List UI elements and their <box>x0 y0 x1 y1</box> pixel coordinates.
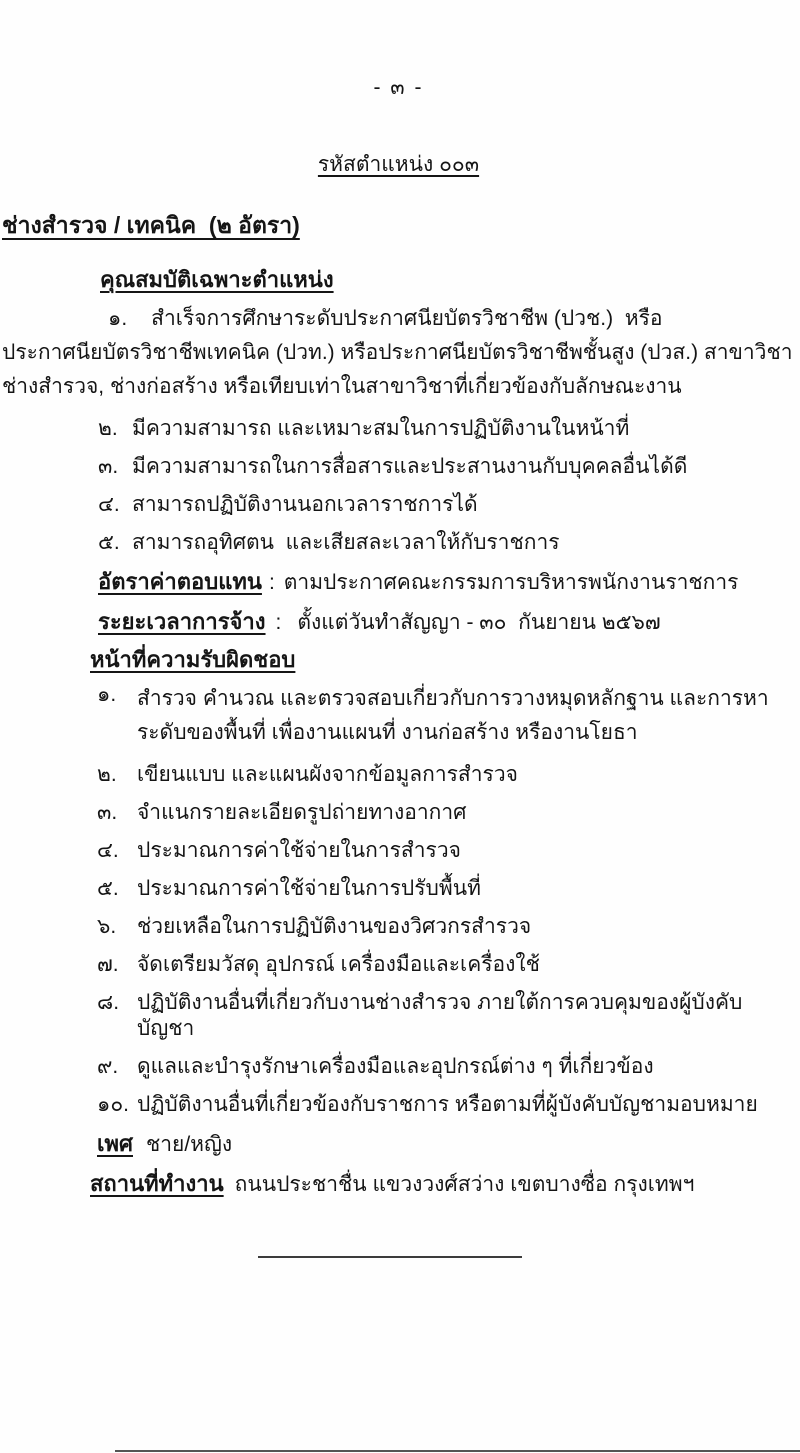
responsibility-item <box>97 838 795 864</box>
item-number: ๘. <box>97 991 120 1014</box>
item-text: มีความสามารถในการสื่อสารและประสานงานกับบุคคลอื่นได้ดี <box>132 455 688 478</box>
item-number: ๒. <box>98 417 118 440</box>
job-title: ช่างสำรวจ / เทคนิค (๒ อัตรา) <box>2 212 300 238</box>
position-code-title <box>2 152 795 178</box>
item-text: สามารถปฏิบัติงานนอกเวลาราชการได้ <box>132 493 478 516</box>
job-title-line <box>2 178 795 240</box>
item-text: สามารถอุทิศตน และเสียสละเวลาให้กับราชการ <box>132 531 560 554</box>
qualifications-heading: คุณสมบัติเฉพาะตำแหน่ง <box>100 267 334 292</box>
item-text: ประมาณการค่าใช้จ่ายในการปรับพื้นที่ <box>137 877 481 900</box>
item-number: ๑๐. <box>97 1093 129 1116</box>
item-text: จัดเตรียมวัสดุ อุปกรณ์ เครื่องมือและเครื่องใช้ <box>137 953 540 976</box>
employment-period-separator: : <box>275 611 282 634</box>
compensation-line <box>98 568 795 596</box>
item-text: ดูแลและบำรุงรักษาเครื่องมือและอุปกรณ์ต่าง ๆ ที่เกี่ยวข้อง <box>137 1055 654 1078</box>
qualification-item <box>98 492 795 518</box>
gender-line <box>97 1130 795 1158</box>
responsibility-item <box>97 682 795 750</box>
item-number: ๕. <box>98 531 120 554</box>
responsibility-item <box>97 1054 795 1080</box>
bottom-rule <box>115 1450 800 1452</box>
item-number: ๔. <box>98 493 120 516</box>
item-number: ๓. <box>97 801 118 824</box>
responsibility-item <box>97 990 795 1042</box>
responsibility-item <box>97 952 795 978</box>
workplace-label: สถานที่ทำงาน <box>90 1171 224 1196</box>
employment-period-line <box>98 608 795 636</box>
employment-period-label: ระยะเวลาการจ้าง <box>98 609 266 634</box>
workplace-line <box>90 1170 795 1198</box>
item-text: ประมาณการค่าใช้จ่ายในการสำรวจ <box>137 839 461 862</box>
compensation-label: อัตราค่าตอบแทน <box>98 569 262 594</box>
item-text: สำรวจ คำนวณ และตรวจสอบเกี่ยวกับการวางหมุดหลักฐาน และการหาระดับของพื้นที่ เพื่องานแผนที่ งานก่อสร้าง หรืองานโยธา <box>137 687 769 744</box>
section-divider <box>258 1256 522 1258</box>
qualification-item <box>2 302 795 404</box>
item-number: ๒. <box>97 763 117 786</box>
item-number: ๑. <box>97 683 117 706</box>
item-number: ๙. <box>97 1055 119 1078</box>
item-text: จำแนกรายละเอียดรูปถ่ายทางอากาศ <box>137 801 467 824</box>
item-text: สำเร็จการศึกษาระดับประกาศนียบัตรวิชาชีพ (ปวช.) หรือประกาศนียบัตรวิชาชีพเทคนิค (ปวท.) หรือประกาศนียบัตรวิชาชีพชั้นสูง (ปวส.) สาขาวิชาช่างสำรวจ, ช่างก่อสร้าง หรือเทียบเท่าในสาขาวิชาที่เกี่ยวข้องกับลักษณะงาน <box>2 307 793 398</box>
compensation-separator: : <box>268 571 275 594</box>
page-number: - ๓ - <box>373 76 424 99</box>
position-code-text: รหัสตำแหน่ง ๐๐๓ <box>317 153 480 176</box>
item-number: ๗. <box>97 953 119 976</box>
item-number: ๕. <box>97 877 119 900</box>
item-number: ๖. <box>97 915 117 938</box>
item-number: ๓. <box>98 455 119 478</box>
gender-label: เพศ <box>97 1131 133 1156</box>
item-text: ปฏิบัติงานอื่นที่เกี่ยวข้องกับราชการ หรือตามที่ผู้บังคับบัญชามอบหมาย <box>137 1093 758 1116</box>
responsibility-item <box>97 800 795 826</box>
workplace-value: ถนนประชาชื่น แขวงวงศ์สว่าง เขตบางซื่อ กรุงเทพฯ <box>234 1173 695 1196</box>
employment-period-value: ตั้งแต่วันทำสัญญา - ๓๐ กันยายน ๒๕๖๗ <box>297 611 661 634</box>
qualification-item <box>98 530 795 556</box>
qualification-item <box>98 454 795 480</box>
item-text: เขียนแบบ และแผนผังจากข้อมูลการสำรวจ <box>137 763 518 786</box>
responsibility-item <box>97 914 795 940</box>
responsibilities-heading: หน้าที่ความรับผิดชอบ <box>90 647 296 672</box>
item-text: ปฏิบัติงานอื่นที่เกี่ยวกับงานช่างสำรวจ ภายใต้การควบคุมของผู้บังคับบัญชา <box>137 991 743 1040</box>
responsibility-item <box>97 762 795 788</box>
responsibility-item <box>97 876 795 902</box>
item-number: ๑. <box>108 307 128 330</box>
qualification-item <box>98 416 795 442</box>
item-number: ๔. <box>97 839 119 862</box>
responsibility-item <box>97 1092 795 1118</box>
gender-value: ชาย/หญิง <box>146 1133 233 1156</box>
item-text: มีความสามารถ และเหมาะสมในการปฏิบัติงานในหน้าที่ <box>132 417 630 440</box>
compensation-value: ตามประกาศคณะกรรมการบริหารพนักงานราชการ <box>283 571 739 594</box>
item-text: ช่วยเหลือในการปฏิบัติงานของวิศวกรสำรวจ <box>137 915 532 938</box>
